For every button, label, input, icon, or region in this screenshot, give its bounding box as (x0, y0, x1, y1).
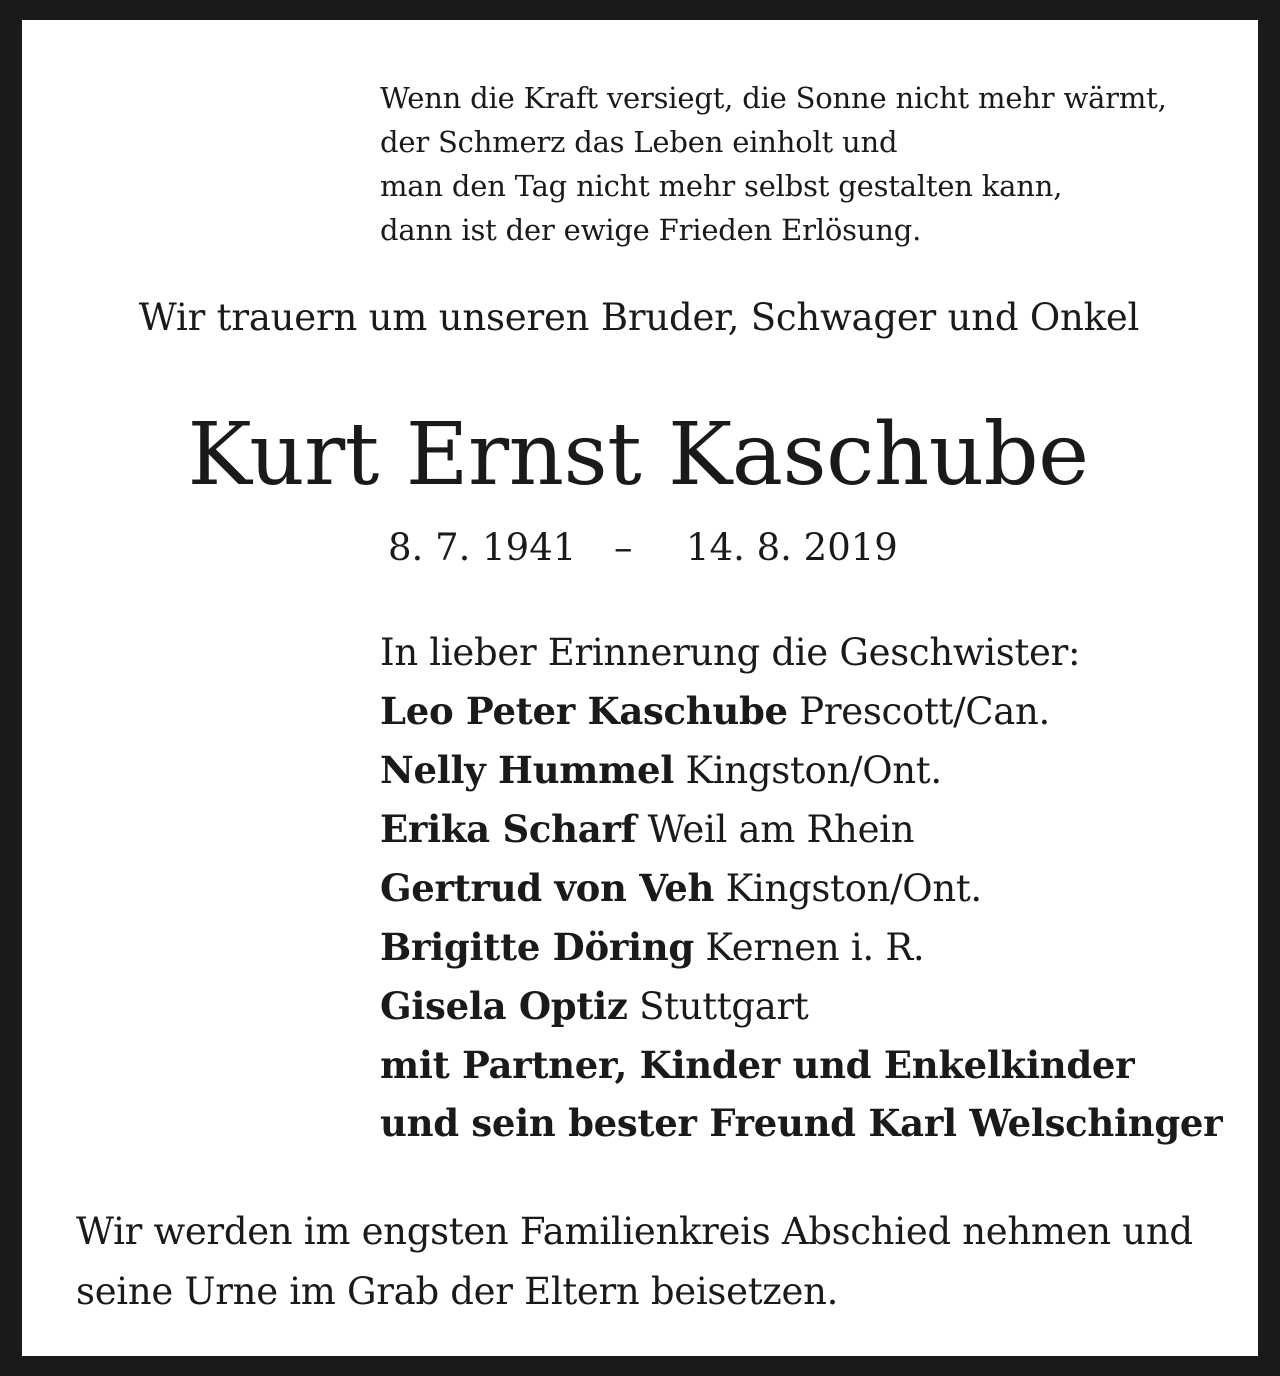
funeral-note-line: Wir werden im engsten Familienkreis Abschied nehmen und (76, 1210, 1193, 1253)
sibling-place: Stuttgart (639, 985, 809, 1028)
sibling-entry (380, 800, 1222, 859)
poem-line: der Schmerz das Leben einholt und (380, 125, 898, 159)
birth-date: 8. 7. 1941 (388, 526, 577, 569)
sibling-entry (380, 859, 1222, 918)
poem-line: dann ist der ewige Frieden Erlösung. (380, 213, 922, 247)
sibling-name: Brigitte Döring (380, 925, 694, 969)
family-intro: In lieber Erinnerung die Geschwister: (380, 631, 1081, 674)
sibling-name: Erika Scharf (380, 807, 637, 851)
poem-line: man den Tag nicht mehr selbst gestalten kann, (380, 169, 1063, 203)
mourning-line: Wir trauern um unseren Bruder, Schwager und Onkel (138, 296, 1140, 339)
obituary-notice (22, 20, 1258, 1356)
sibling-place: Kingston/Ont. (685, 749, 942, 792)
funeral-note (76, 1202, 1193, 1322)
sibling-place: Prescott/Can. (799, 690, 1051, 733)
sibling-name: Leo Peter Kaschube (380, 689, 788, 733)
sibling-name: Gisela Optiz (380, 984, 628, 1028)
sibling-name: Nelly Hummel (380, 748, 675, 792)
funeral-note-line: seine Urne im Grab der Eltern beisetzen. (76, 1270, 839, 1313)
sibling-name: Gertrud von Veh (380, 866, 715, 910)
poem-line: Wenn die Kraft versiegt, die Sonne nicht mehr wärmt, (380, 81, 1167, 115)
sibling-entry (380, 977, 1222, 1036)
date-separator: – (614, 526, 633, 569)
poem (380, 76, 1167, 252)
deceased-name: Kurt Ernst Kaschube (187, 405, 1089, 505)
family-extra-line: und sein bester Freund Karl Welschinger (380, 1101, 1223, 1145)
family-list (380, 624, 1222, 1152)
sibling-place: Weil am Rhein (647, 808, 915, 851)
sibling-entry (380, 741, 1222, 800)
sibling-entry (380, 682, 1222, 741)
sibling-place: Kernen i. R. (705, 926, 925, 969)
sibling-entry (380, 918, 1222, 977)
death-date: 14. 8. 2019 (686, 526, 898, 569)
sibling-place: Kingston/Ont. (725, 867, 982, 910)
family-extra-line: mit Partner, Kinder und Enkelkinder (380, 1043, 1135, 1087)
